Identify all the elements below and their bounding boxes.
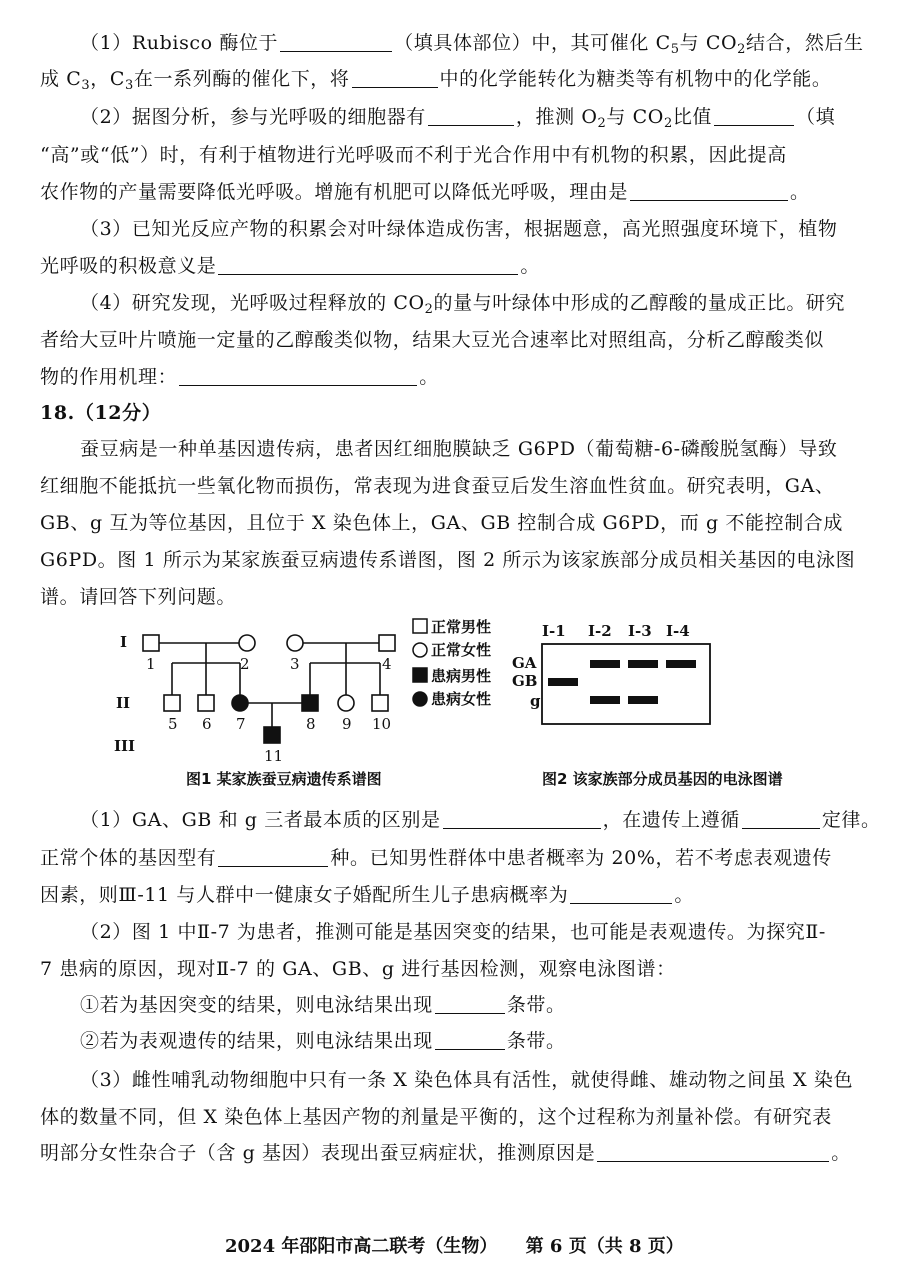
gel-lane-label: I-1 (542, 622, 566, 640)
member-6-normal-male (198, 695, 214, 711)
sub: 2 (663, 116, 673, 131)
sub: 2 (737, 42, 747, 57)
q18-p2-d: 条带。 (506, 994, 566, 1016)
blank-heterozygote-reason[interactable] (597, 1141, 829, 1162)
q17-p3-b: 光呼吸的积极意义是 (40, 255, 217, 277)
q18-p1-e: 种。已知男性群体中患者概率为 20%，若不考虑表观遗传 (330, 847, 832, 869)
gel-row-label: GB (512, 672, 538, 690)
q17-p2-h: 。 (790, 181, 810, 203)
q17-p1-c: 与 CO (679, 32, 738, 54)
band-I4-GA (666, 660, 696, 668)
blank-fertilizer-reason[interactable] (630, 180, 788, 201)
legend-label: 患病男性 (431, 667, 492, 685)
q18-p1-d: 正常个体的基因型有 (40, 847, 217, 869)
gen-label-1: I (120, 633, 128, 651)
q17-line-5 (40, 179, 810, 205)
q18-p2-c: ①若为基因突变的结果，则电泳结果出现 (80, 994, 433, 1016)
q18-p2-b: 7 患病的原因，现对Ⅱ-7 的 GA、GB、g 进行基因检测，观察电泳图谱： (40, 958, 676, 980)
figure-1-caption: 图1 某家族蚕豆病遗传系谱图 (186, 770, 382, 788)
q18-p3-d: 。 (831, 1142, 851, 1164)
q17-p2-a: （2）据图分析，参与光呼吸的细胞器有 (80, 106, 426, 128)
q17-p3-a: （3）已知光反应产物的积累会对叶绿体造成伤害，根据题意，高光照强度环境下，植物 (80, 218, 838, 240)
sub: 3 (125, 78, 134, 93)
band-I1-GB (548, 678, 578, 686)
q18-line-p1c (40, 882, 694, 908)
blank-genetic-law[interactable] (742, 808, 820, 829)
q17-p2-e: （填 (796, 106, 836, 128)
q18-p1-g: 。 (674, 884, 694, 906)
q17-p4-d: 物的作用机理： (40, 366, 178, 388)
q18-p2-a: （2）图 1 中Ⅱ-7 为患者，推测可能是基因突变的结果，也可能是表观遗传。为探究Ⅱ- (80, 921, 826, 943)
q18-p1-c: 定律。 (821, 809, 881, 831)
q18-line-p3c (40, 1140, 851, 1166)
member-label: 5 (168, 715, 178, 733)
blank-allele-difference[interactable] (443, 808, 601, 829)
blank-rubisco-location[interactable] (280, 31, 392, 52)
q18-intro-1: 蚕豆病是一种单基因遗传病，患者因红细胞膜缺乏 G6PD（葡萄糖-6-磷酸脱氢酶）导致 (80, 438, 838, 460)
gen-label-2: II (116, 694, 131, 712)
q17-p4-a: （4）研究发现，光呼吸过程释放的 CO (80, 292, 425, 314)
gen-label-3: III (114, 737, 136, 755)
legend-affected-female-icon (413, 692, 427, 706)
member-9-normal-female (338, 695, 354, 711)
member-10-normal-male (372, 695, 388, 711)
blank-genotype-count[interactable] (218, 846, 328, 867)
legend-label: 正常女性 (431, 641, 492, 659)
legend-affected-male-icon (413, 668, 427, 682)
q18-p1-a: （1）GA、GB 和 g 三者最本质的区别是 (80, 809, 441, 831)
legend-label: 患病女性 (431, 690, 492, 708)
gel-lane-label: I-2 (588, 622, 612, 640)
sub: 2 (597, 116, 607, 131)
legend-normal-male-icon (413, 619, 427, 633)
q18-p3-a: （3）雌性哺乳动物细胞中只有一条 X 染色体具有活性，就使得雌、雄动物之间虽 X 染色 (80, 1069, 854, 1091)
gel-lane-label: I-3 (628, 622, 652, 640)
sub: 5 (670, 42, 680, 57)
member-1-normal-male (143, 635, 159, 651)
blank-organelles[interactable] (428, 105, 514, 126)
member-5-normal-male (164, 695, 180, 711)
blank-band-count-epigenetic[interactable] (435, 1029, 505, 1050)
member-8-affected-male (302, 695, 318, 711)
q18-line-p2d (80, 1028, 566, 1054)
blank-photorespiration-significance[interactable] (218, 254, 518, 275)
q18-intro-5: 谱。请回答下列问题。 (40, 586, 237, 608)
q17-p3-c: 。 (520, 255, 541, 277)
q17-p1-b: （填具体部位）中，其可催化 C (394, 32, 671, 54)
member-7-affected-female (232, 695, 248, 711)
q17-p4-e: 。 (419, 366, 439, 388)
member-3-normal-female (287, 635, 303, 651)
q17-p1-e: 成 C (40, 68, 82, 90)
q18-line-p1b (40, 845, 832, 871)
q17-p1-a: （1）Rubisco 酶位于 (80, 32, 279, 54)
member-11-affected-male (264, 727, 280, 743)
blank-ratio[interactable] (714, 105, 794, 126)
q17-p2-d: 比值 (672, 106, 713, 128)
member-label: 4 (382, 655, 392, 673)
q18-p2-f: 条带。 (506, 1030, 566, 1052)
member-label: 6 (202, 715, 212, 733)
q18-p1-b: ，在遗传上遵循 (602, 809, 740, 831)
q18-line-p3a (80, 1067, 853, 1093)
q17-line-3 (80, 104, 835, 137)
q17-p1-f: ，C (90, 68, 126, 90)
member-4-normal-male (379, 635, 395, 651)
member-label: 11 (264, 747, 284, 765)
legend-label: 正常男性 (431, 618, 492, 636)
page-footer (225, 1232, 684, 1258)
q17-p4-c: 者给大豆叶片喷施一定量的乙醇酸类似物，结果大豆光合速率比对照组高，分析乙醇酸类似 (40, 329, 825, 351)
q17-line-8 (80, 290, 845, 323)
q18-p3-c: 明部分女性杂合子（含 g 基因）表现出蚕豆病症状，推测原因是 (40, 1142, 596, 1164)
q18-intro-3: GB、g 互为等位基因，且位于 X 染色体上，GA、GB 控制合成 G6PD，而 g 不能控制合成 (40, 512, 843, 534)
gel-figure (508, 620, 728, 730)
band-I2-GA (590, 660, 620, 668)
pedigree-figure (110, 615, 510, 765)
q18-header: 18.（12分） (40, 402, 162, 424)
gel-row-label: g (530, 692, 541, 710)
q18-line-p3b (40, 1104, 832, 1130)
gel-row-label: GA (512, 654, 537, 672)
band-I2-g (590, 696, 620, 704)
q17-line-9 (40, 327, 824, 353)
q17-line-1 (80, 30, 864, 63)
q17-p2-f: “高”或“低”）时，有利于植物进行光呼吸而不利于光合作用中有机物的积累，因此提高 (40, 144, 787, 166)
q18-p1-f: 因素，则Ⅲ-11 与人群中一健康女子婚配所生儿子患病概率为 (40, 884, 569, 906)
member-label: 7 (236, 715, 246, 733)
q17-p1-h: 中的化学能转化为糖类等有机物中的化学能。 (439, 68, 832, 90)
q18-p3-b: 体的数量不同，但 X 染色体上基因产物的剂量是平衡的，这个过程称为剂量补偿。有研究表 (40, 1106, 832, 1128)
figure-2-caption: 图2 该家族部分成员基因的电泳图谱 (542, 770, 783, 788)
q18-p2-e: ②若为表观遗传的结果，则电泳结果出现 (80, 1030, 433, 1052)
q17-p1-d: 结合，然后生 (746, 32, 864, 54)
member-label: 2 (240, 655, 250, 673)
q17-p2-b: ，推测 O (515, 106, 598, 128)
q17-line-7 (40, 253, 540, 279)
q17-line-6 (80, 216, 838, 242)
q17-line-2 (40, 66, 832, 99)
footer-page-number: 第 6 页（共 8 页） (525, 1236, 684, 1257)
footer-title: 2024 年邵阳市高二联考（生物） (225, 1236, 498, 1257)
member-label: 3 (290, 655, 300, 673)
member-label: 1 (146, 655, 156, 673)
q17-p1-g: 在一系列酶的催化下，将 (133, 68, 350, 90)
member-2-normal-female (239, 635, 255, 651)
q18-line-p2a (80, 919, 826, 945)
q18-line-p2c (80, 992, 566, 1018)
q17-line-4 (40, 142, 787, 168)
q18-intro-2: 红细胞不能抵抗一些氧化物而损伤，常表现为进食蚕豆后发生溶血性贫血。研究表明，GA、 (40, 475, 835, 497)
sub: 3 (81, 78, 91, 93)
q18-line-p1a (80, 807, 881, 833)
q17-p2-g: 农作物的产量需要降低光呼吸。增施有机肥可以降低光呼吸，理由是 (40, 181, 629, 203)
member-label: 9 (342, 715, 352, 733)
q17-p4-b: 的量与叶绿体中形成的乙醇酸的量成正比。研究 (433, 292, 846, 314)
q18-line-p2b (40, 956, 676, 982)
sub: 2 (424, 302, 434, 317)
blank-energy-source[interactable] (352, 67, 438, 88)
blank-son-probability[interactable] (570, 883, 672, 904)
band-I3-GA (628, 660, 658, 668)
q17-p2-c: 与 CO (606, 106, 664, 128)
blank-mechanism[interactable] (179, 365, 417, 386)
member-label: 8 (306, 715, 316, 733)
band-I3-g (628, 696, 658, 704)
q17-line-10 (40, 364, 439, 390)
q18-intro-4: G6PD。图 1 所示为某家族蚕豆病遗传系谱图，图 2 所示为该家族部分成员相关基因的电泳图 (40, 549, 856, 571)
gel-lane-label: I-4 (666, 622, 690, 640)
member-label: 10 (372, 715, 392, 733)
legend-normal-female-icon (413, 643, 427, 657)
blank-band-count-mutation[interactable] (435, 993, 505, 1014)
